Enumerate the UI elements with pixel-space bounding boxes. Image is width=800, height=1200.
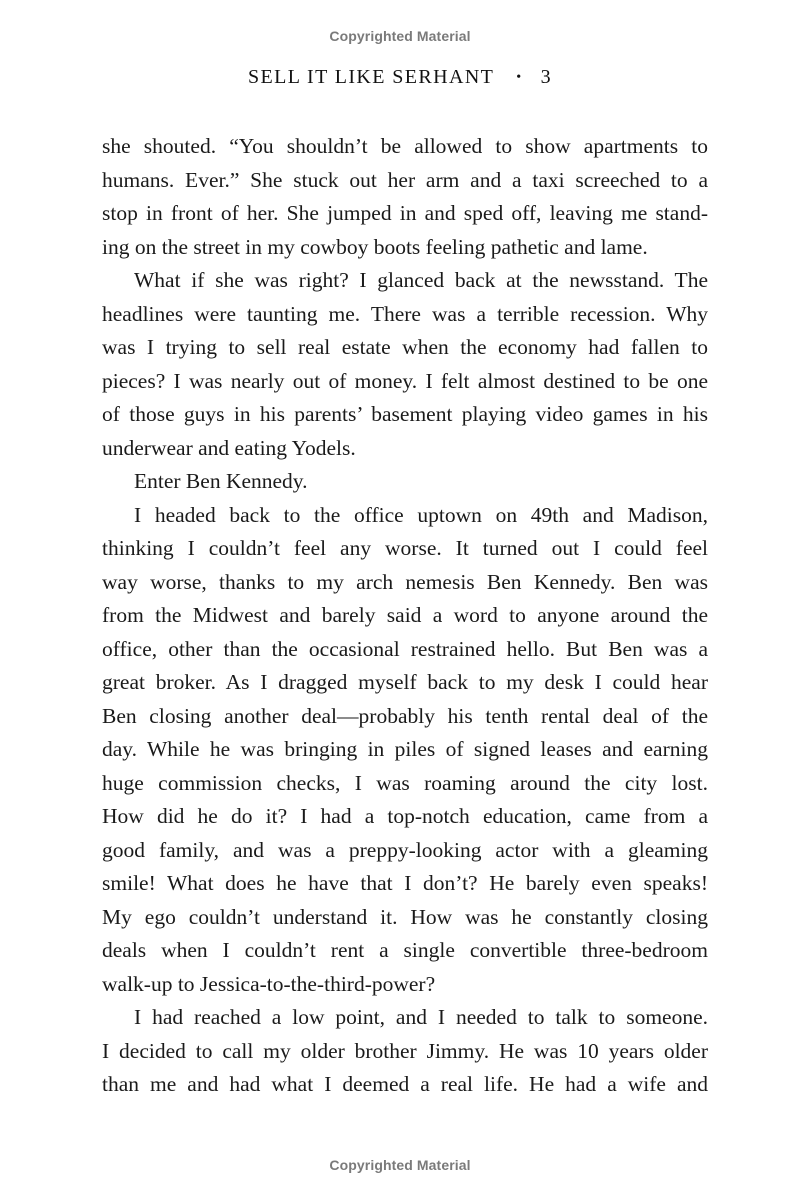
text-line: humans. Ever.” She stuck out her arm and a taxi screeched to a <box>102 167 708 192</box>
text-line: Enter Ben Kennedy. <box>134 469 308 493</box>
text-line: smile! What does he have that I don’t? He barely even speaks! <box>102 871 708 895</box>
text-line: stop in front of her. She jumped in and sped off, leaving me stand- <box>102 201 708 225</box>
separator-bullet: • <box>516 70 523 85</box>
paragraph <box>102 264 708 465</box>
text-line: of those guys in his parents’ basement playing video games in his <box>102 402 708 426</box>
text-line: I decided to call my older brother Jimmy. He was 10 years older <box>102 1038 708 1063</box>
text-line: from the Midwest and barely said a word to anyone around the <box>102 603 708 627</box>
paragraph <box>102 465 708 499</box>
text-line: than me and had what I deemed a real life. He had a wife and <box>102 1072 708 1096</box>
text-line: headlines were taunting me. There was a terrible recession. Why <box>102 301 708 326</box>
text-line: office, other than the occasional restrained hello. But Ben was a <box>102 636 708 661</box>
text-line: she shouted. “You shouldn’t be allowed to show apartments to <box>102 134 708 158</box>
text-line: Ben closing another deal—probably his tenth rental deal of the <box>102 703 708 728</box>
text-line: How did he do it? I had a top-notch education, came from a <box>102 804 708 828</box>
text-line: What if she was right? I glanced back at the newsstand. The <box>134 268 708 292</box>
text-line: I headed back to the office uptown on 49th and Madison, <box>134 502 708 527</box>
paragraph <box>102 130 708 264</box>
copyright-watermark-top: Copyrighted Material <box>329 28 471 44</box>
body-text <box>102 130 708 1102</box>
page-number: 3 <box>540 66 553 88</box>
text-line: ing on the street in my cowboy boots feeling pathetic and lame. <box>102 234 648 259</box>
text-line: huge commission checks, I was roaming around the city lost. <box>102 770 708 795</box>
text-line: pieces? I was nearly out of money. I felt almost destined to be one <box>102 368 708 393</box>
text-line: way worse, thanks to my arch nemesis Ben Kennedy. Ben was <box>102 569 708 594</box>
book-title: SELL IT LIKE SERHANT <box>247 66 495 88</box>
text-line: I had reached a low point, and I needed to talk to someone. <box>134 1005 708 1029</box>
text-line: underwear and eating Yodels. <box>102 435 356 460</box>
text-line: great broker. As I dragged myself back to my desk I could hear <box>102 670 708 694</box>
copyright-watermark-bottom: Copyrighted Material <box>329 1157 471 1173</box>
text-line: thinking I couldn’t feel any worse. It turned out I could feel <box>102 536 708 560</box>
text-line: deals when I couldn’t rent a single convertible three-bedroom <box>102 938 708 962</box>
text-line: was I trying to sell real estate when the economy had fallen to <box>102 335 708 359</box>
running-head <box>0 66 800 89</box>
paragraph <box>102 499 708 1002</box>
text-line: day. While he was bringing in piles of signed leases and earning <box>102 737 708 761</box>
text-line: My ego couldn’t understand it. How was he constantly closing <box>102 904 708 929</box>
paragraph <box>102 1001 708 1102</box>
text-line: walk-up to Jessica-to-the-third-power? <box>102 971 436 996</box>
text-line: good family, and was a preppy-looking actor with a gleaming <box>102 837 708 862</box>
